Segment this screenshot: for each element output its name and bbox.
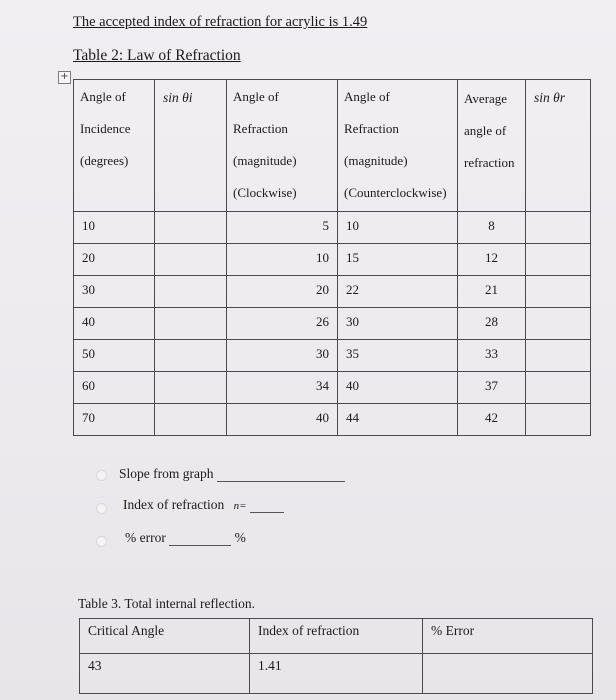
sin-i-cell-value — [155, 244, 226, 272]
sin-i-cell-value — [155, 372, 226, 400]
incidence-cell[interactable] — [74, 244, 155, 276]
table2-header-row — [74, 80, 591, 212]
refraction-cw-cell-value: 26 — [316, 314, 329, 329]
refraction-cw-cell[interactable] — [227, 308, 338, 340]
refraction-ccw-cell-value: 35 — [346, 346, 359, 361]
table-row — [74, 404, 591, 436]
table3-value-row — [80, 654, 593, 694]
header-line: (Clockwise) — [233, 185, 297, 200]
index-blank[interactable] — [250, 512, 284, 513]
refraction-ccw-cell[interactable] — [338, 244, 458, 276]
header-line: Refraction — [233, 121, 288, 136]
refraction-ccw-cell[interactable] — [338, 276, 458, 308]
average-cell[interactable] — [458, 212, 526, 244]
average-cell-value: 21 — [485, 282, 498, 297]
table2-title: Table 2: Law of Refraction — [73, 47, 241, 64]
table3 — [79, 618, 593, 694]
sin-r-cell[interactable] — [526, 340, 591, 372]
sin-i-cell-value — [155, 404, 226, 432]
average-cell[interactable] — [458, 404, 526, 436]
slope-label: Slope from graph — [119, 466, 214, 481]
header-line: Incidence — [80, 121, 131, 136]
table-row — [74, 276, 591, 308]
table3-header-row — [80, 619, 593, 654]
header-sin-r — [526, 80, 591, 212]
average-cell-value: 28 — [485, 314, 498, 329]
accepted-index-line: The accepted index of refraction for acrylic is 1.49 — [73, 14, 368, 30]
refraction-cw-cell[interactable] — [227, 212, 338, 244]
incidence-cell-value: 50 — [82, 346, 95, 361]
sin-r-cell[interactable] — [526, 404, 591, 436]
sin-i-label: sin θi — [163, 90, 193, 105]
error-line — [125, 530, 246, 546]
index-symbol: n= — [233, 500, 247, 512]
index-line — [123, 497, 284, 513]
incidence-cell-value: 60 — [82, 378, 95, 393]
average-cell[interactable] — [458, 308, 526, 340]
sin-i-cell-value — [155, 340, 226, 368]
slope-line — [119, 466, 345, 482]
header-line: Angle of — [80, 89, 126, 104]
sin-r-cell-value — [526, 308, 590, 336]
sin-i-cell[interactable] — [155, 404, 227, 436]
refraction-ccw-cell[interactable] — [338, 372, 458, 404]
refraction-cw-cell-value: 20 — [316, 282, 329, 297]
table-row — [74, 212, 591, 244]
average-cell[interactable] — [458, 276, 526, 308]
incidence-cell-value: 20 — [82, 250, 95, 265]
header-sin-i — [155, 80, 227, 212]
critical-angle-value[interactable]: 43 — [80, 654, 250, 694]
average-cell-value: 33 — [485, 346, 498, 361]
header-incidence — [74, 80, 155, 212]
header-critical-angle: Critical Angle — [80, 619, 250, 654]
sin-i-cell[interactable] — [155, 340, 227, 372]
sin-i-cell[interactable] — [155, 372, 227, 404]
average-cell-value: 37 — [485, 378, 498, 393]
slope-blank[interactable] — [217, 481, 345, 482]
table3-title: Table 3. Total internal reflection. — [78, 596, 256, 611]
refraction-cw-cell[interactable] — [227, 244, 338, 276]
refraction-cw-cell-value: 34 — [316, 378, 329, 393]
header-line: refraction — [464, 155, 515, 170]
sin-r-cell[interactable] — [526, 276, 591, 308]
sin-i-cell-value — [155, 212, 226, 240]
sin-r-cell[interactable] — [526, 308, 591, 340]
refraction-cw-cell[interactable] — [227, 340, 338, 372]
table-row — [74, 244, 591, 276]
error-unit: % — [234, 530, 246, 545]
sin-r-cell-value — [526, 276, 590, 304]
incidence-cell[interactable] — [74, 404, 155, 436]
sin-r-cell[interactable] — [526, 212, 591, 244]
bullet-dot — [96, 470, 107, 481]
refraction-ccw-cell[interactable] — [338, 212, 458, 244]
bullet-dot — [96, 503, 107, 514]
header-refraction-cw — [227, 80, 338, 212]
sin-r-cell-value — [526, 244, 590, 272]
refraction-ccw-cell[interactable] — [338, 340, 458, 372]
header-line: Angle of — [233, 89, 279, 104]
table2 — [73, 79, 591, 436]
incidence-cell[interactable] — [74, 340, 155, 372]
index-value[interactable]: 1.41 — [250, 654, 423, 694]
sin-i-cell[interactable] — [155, 276, 227, 308]
refraction-cw-cell[interactable] — [227, 372, 338, 404]
plus-icon[interactable]: + — [58, 71, 71, 84]
sin-r-cell[interactable] — [526, 372, 591, 404]
refraction-cw-cell-value: 5 — [322, 218, 329, 233]
header-line: angle of — [464, 123, 507, 138]
table-row — [74, 308, 591, 340]
incidence-cell[interactable] — [74, 372, 155, 404]
error-blank[interactable] — [169, 545, 231, 546]
refraction-ccw-cell-value: 10 — [346, 218, 359, 233]
sin-i-cell[interactable] — [155, 244, 227, 276]
header-line: Average — [464, 91, 508, 106]
header-line: (magnitude) — [233, 153, 297, 168]
header-line: (Counterclockwise) — [344, 185, 447, 200]
refraction-ccw-cell-value: 30 — [346, 314, 359, 329]
header-line: Refraction — [344, 121, 399, 136]
table-row — [74, 372, 591, 404]
sin-r-cell[interactable] — [526, 244, 591, 276]
incidence-cell-value: 40 — [82, 314, 95, 329]
sin-i-cell[interactable] — [155, 308, 227, 340]
incidence-cell-value: 10 — [82, 218, 95, 233]
refraction-cw-cell-value: 10 — [316, 250, 329, 265]
refraction-cw-cell[interactable] — [227, 276, 338, 308]
sin-r-cell-value — [526, 212, 590, 240]
refraction-ccw-cell[interactable] — [338, 308, 458, 340]
incidence-cell[interactable] — [74, 212, 155, 244]
incidence-cell[interactable] — [74, 308, 155, 340]
refraction-ccw-cell-value: 44 — [346, 410, 359, 425]
header-line: (degrees) — [80, 153, 129, 168]
incidence-cell-value: 70 — [82, 410, 95, 425]
refraction-ccw-cell-value: 22 — [346, 282, 359, 297]
refraction-cw-cell[interactable] — [227, 404, 338, 436]
incidence-cell[interactable] — [74, 276, 155, 308]
sin-r-label: sin θr — [534, 90, 566, 105]
sin-r-cell-value — [526, 340, 590, 368]
average-cell-value: 12 — [485, 250, 498, 265]
header-average — [458, 80, 526, 212]
index-label: Index of refraction — [123, 497, 225, 512]
refraction-cw-cell-value: 40 — [316, 410, 329, 425]
header-line: (magnitude) — [344, 153, 408, 168]
header-index: Index of refraction — [250, 619, 423, 654]
header-line: Angle of — [344, 89, 390, 104]
table-row — [74, 340, 591, 372]
average-cell[interactable] — [458, 372, 526, 404]
refraction-cw-cell-value: 30 — [316, 346, 329, 361]
average-cell[interactable] — [458, 244, 526, 276]
average-cell-value: 42 — [485, 410, 498, 425]
average-cell-value: 8 — [488, 218, 495, 233]
sin-r-cell-value — [526, 372, 590, 400]
sin-i-cell[interactable] — [155, 212, 227, 244]
refraction-ccw-cell[interactable] — [338, 404, 458, 436]
sin-i-cell-value — [155, 276, 226, 304]
error-label: % error — [125, 530, 166, 545]
incidence-cell-value: 30 — [82, 282, 95, 297]
refraction-ccw-cell-value: 40 — [346, 378, 359, 393]
sin-i-cell-value — [155, 308, 226, 336]
refraction-ccw-cell-value: 15 — [346, 250, 359, 265]
bullet-dot — [96, 536, 107, 547]
header-refraction-ccw — [338, 80, 458, 212]
error-value[interactable] — [423, 654, 593, 694]
header-error: % Error — [423, 619, 593, 654]
sin-r-cell-value — [526, 404, 590, 432]
average-cell[interactable] — [458, 340, 526, 372]
